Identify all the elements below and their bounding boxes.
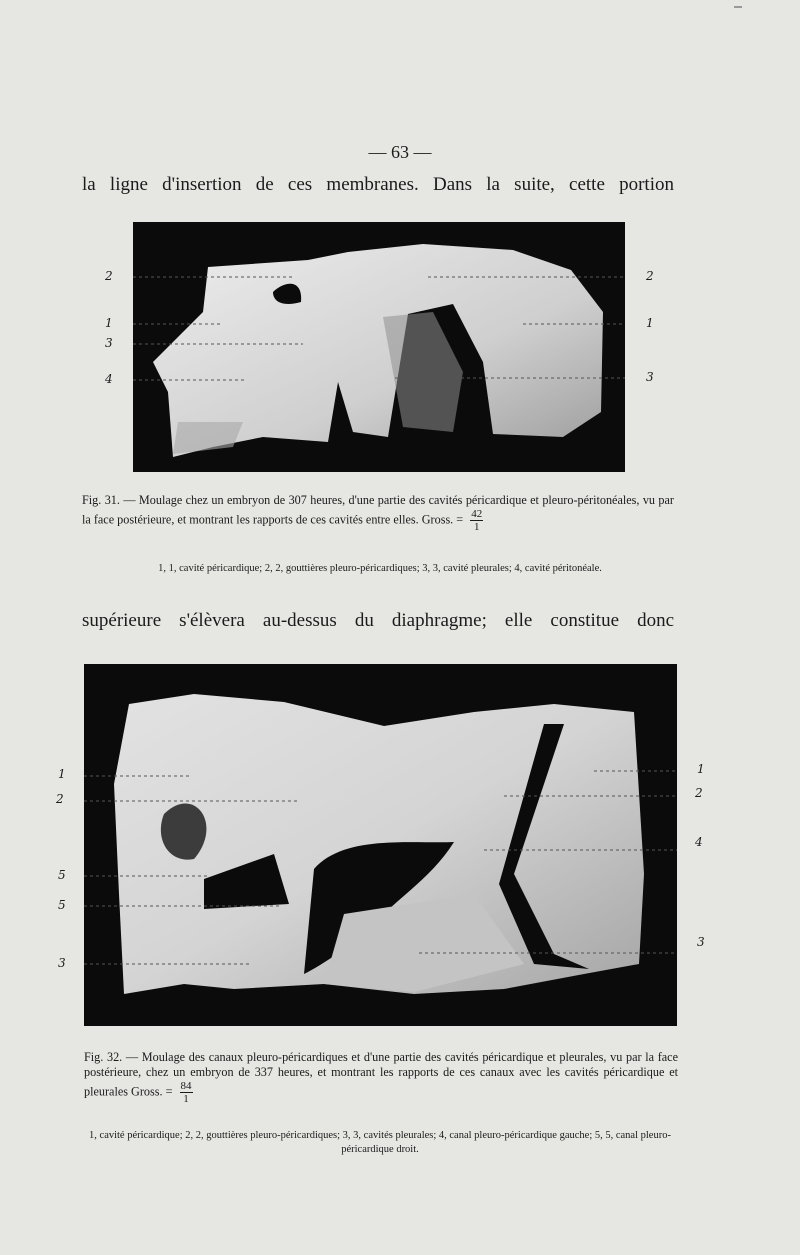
figure-31-caption-text: Fig. 31. — Moulage chez un embryon de 307 heures, d'une partie des cavités péricardique et pleuro-péritonéales, vu par la face postérieure, et montrant les rapports de ces cavités entre elles. Gross. = <box>82 493 674 527</box>
fig31-label-right-3: 3 <box>646 370 654 384</box>
fig31-gross-numerator: 42 <box>471 508 483 520</box>
body-text-line-2: supérieure s'élèvera au-dessus du diaphragme; elle constitue donc <box>82 610 674 631</box>
fig32-label-right-4: 3 <box>697 935 705 949</box>
figure-32-magnification <box>180 1080 193 1105</box>
fig32-label-left-4: 5 <box>58 898 66 912</box>
fig32-label-left-3: 5 <box>58 868 66 882</box>
fig32-label-left-2: 2 <box>56 792 64 806</box>
fig32-gross-numerator: 84 <box>180 1080 192 1092</box>
body-text-line-1: la ligne d'insertion de ces membranes. Dans la suite, cette portion <box>82 174 674 195</box>
fig31-label-left-2: 1 <box>105 316 113 330</box>
figure-31-image <box>133 222 625 472</box>
figure-32-caption <box>84 1050 678 1105</box>
page-number: — 63 — <box>368 142 432 162</box>
fig31-label-right-2: 1 <box>646 316 654 330</box>
fig31-label-left-1: 2 <box>105 269 113 283</box>
fig32-label-right-1: 1 <box>697 762 705 776</box>
figure-32-caption-text: Fig. 32. — Moulage des canaux pleuro-péricardiques et d'une partie des cavités péricardique et pleurales, vu par la face postérieure, chez un embryon de 337 heures, et montrant les rapports de ces canaux avec les cavités péricardique et pleurales Gross. = <box>84 1050 678 1099</box>
fig32-label-right-2: 2 <box>695 786 703 800</box>
fig31-gross-denominator: 1 <box>473 521 480 533</box>
fig32-gross-denominator: 1 <box>183 1093 189 1105</box>
fig31-label-left-4: 4 <box>105 372 113 386</box>
figure-32-image <box>84 664 677 1026</box>
figure-31-caption <box>82 493 674 533</box>
figure-32-cast-illustration <box>84 664 677 1026</box>
fig32-label-right-3: 4 <box>695 835 703 849</box>
figure-31-magnification <box>470 508 483 533</box>
fig31-label-right-1: 2 <box>646 269 654 283</box>
figure-31-cast-illustration <box>133 222 625 472</box>
fig32-label-left-5: 3 <box>58 956 66 970</box>
page-speck <box>734 6 742 8</box>
figure-32-legend: 1, cavité péricardique; 2, 2, gouttières pleuro-péricardiques; 3, 3, cavités pleurales; 4, canal pleuro-péricardique gauche; 5, 5, canal pleuro-péricardique droit. <box>89 1130 671 1155</box>
fig32-label-left-1: 1 <box>58 767 66 781</box>
fig31-label-left-3: 3 <box>105 336 113 350</box>
figure-31-legend: 1, 1, cavité péricardique; 2, 2, gouttières pleuro-péricardiques; 3, 3, cavité pleurales; 4, cavité péritonéale. <box>158 563 602 574</box>
